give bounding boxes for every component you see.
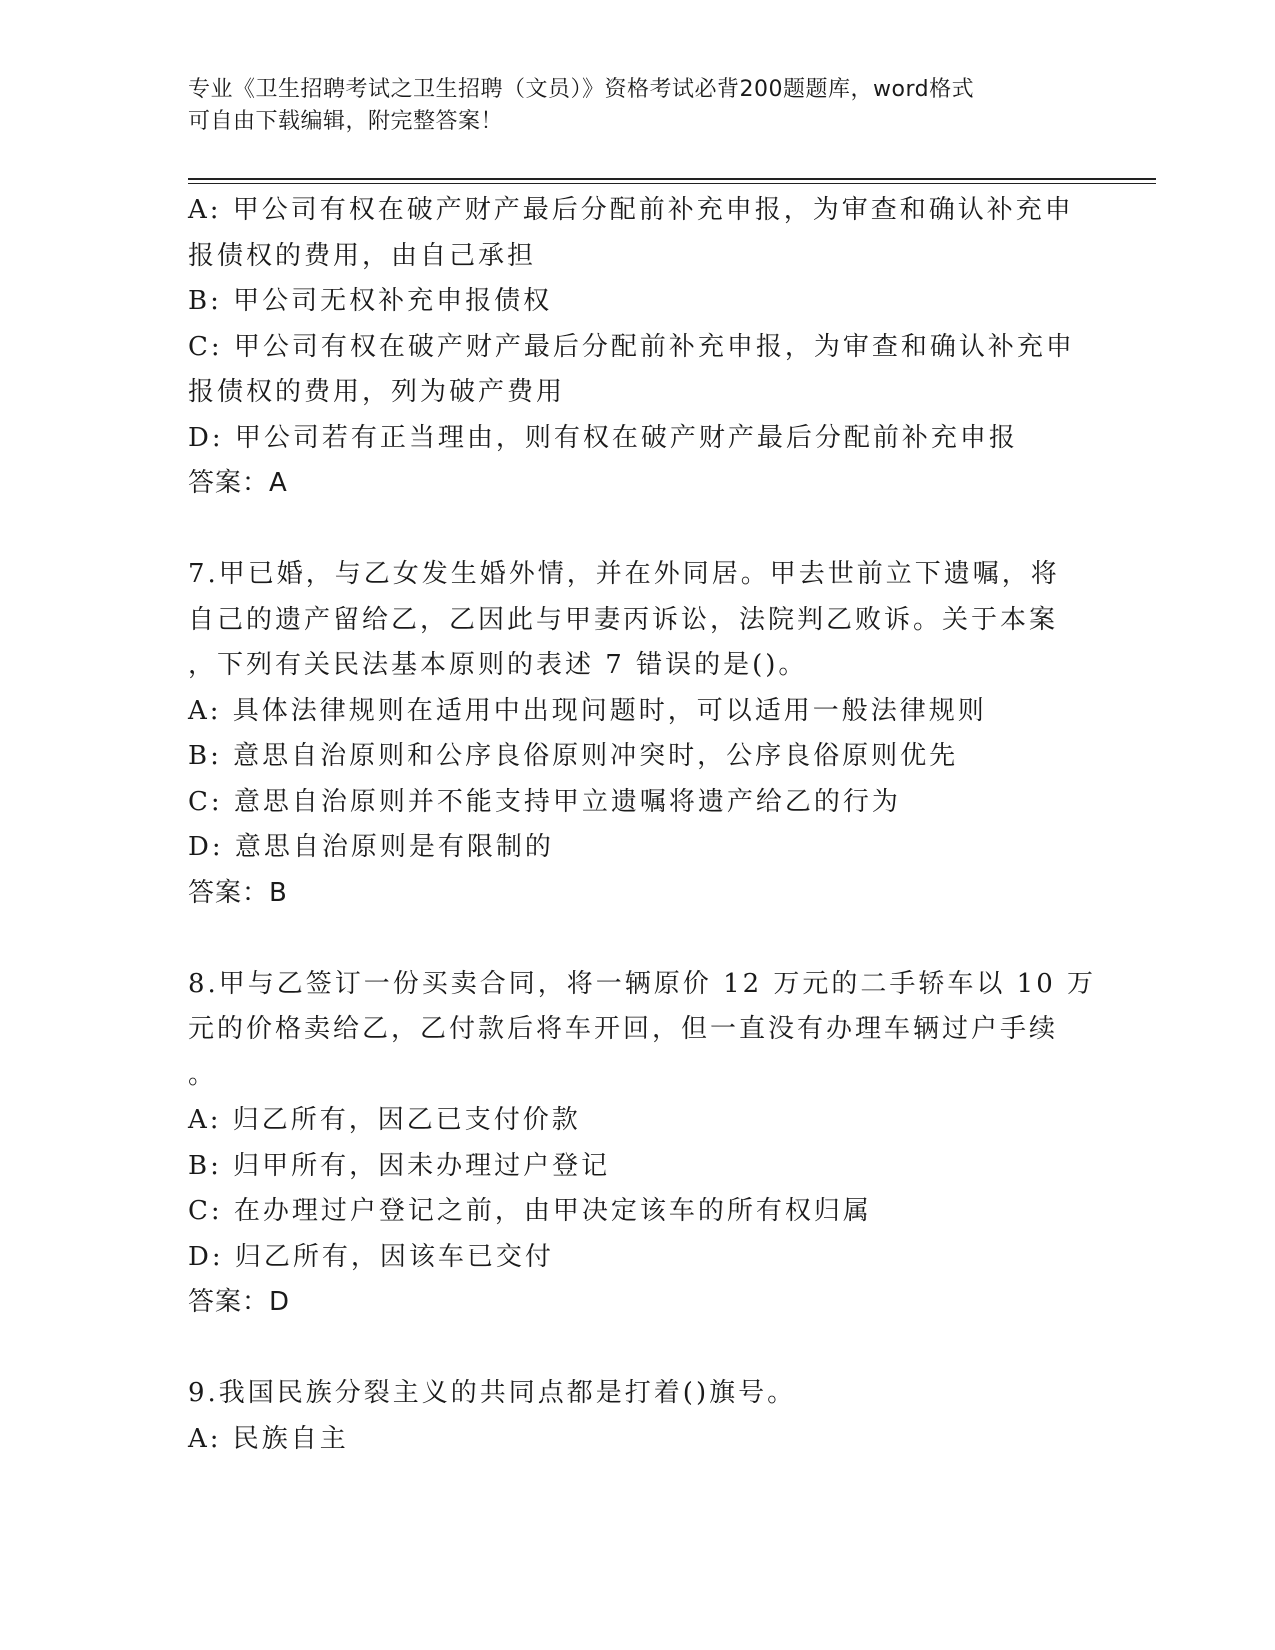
answer: 答案：B	[188, 877, 288, 908]
question-stem-line-2: 元的价格卖给乙，乙付款后将车开回，但一直没有办理车辆过户手续	[188, 1014, 1059, 1044]
question-stem-line-2: 自己的遗产留给乙，乙因此与甲妻丙诉讼，法院判乙败诉。关于本案	[188, 604, 1059, 635]
option-d: D: 甲公司若有正当理由，则有权在破产财产最后分配前补充申报	[188, 422, 1018, 453]
option-b: B: 意思自治原则和公序良俗原则冲突时，公序良俗原则优先	[188, 741, 959, 771]
question-6	[188, 188, 1088, 507]
option-c-line-2: 报债权的费用，列为破产费用	[188, 377, 566, 407]
spacer	[188, 1326, 1088, 1372]
option-c: C: 意思自治原则并不能支持甲立遗嘱将遗产给乙的行为	[188, 786, 901, 817]
option-a: A: 具体法律规则在适用中出现问题时，可以适用一般法律规则	[188, 695, 987, 726]
answer: 答案：D	[188, 1287, 291, 1317]
option-c-line-1: C: 甲公司有权在破产财产最后分配前补充申报，为审查和确认补充申	[188, 331, 1075, 362]
header-divider	[188, 178, 1156, 184]
question-stem-line-1: 7.甲已婚，与乙女发生婚外情，并在外同居。甲去世前立下遗嘱，将	[188, 559, 1060, 589]
header-title-line-2: 可自由下载编辑，附完整答案！	[188, 109, 504, 134]
question-body	[188, 188, 1097, 1462]
question-8	[188, 962, 1097, 1326]
header-title-line-1: 专业《卫生招聘考试之卫生招聘（文员）》资格考试必背200题题库，word格式	[188, 77, 975, 102]
option-a-line-1: A: 甲公司有权在破产财产最后分配前补充申报，为审查和确认补充申	[188, 195, 1074, 225]
option-d: D: 意思自治原则是有限制的	[188, 832, 554, 862]
option-c: C: 在办理过户登记之前，由甲决定该车的所有权归属	[188, 1196, 872, 1226]
spacer	[188, 507, 1088, 553]
question-stem-line-1: 8.甲与乙签订一份买卖合同，将一辆原价 12 万元的二手轿车以 10 万	[188, 968, 1097, 999]
option-a: A: 归乙所有，因乙已支付价款	[188, 1105, 581, 1135]
question-stem-line-1: 9.我国民族分裂主义的共同点都是打着()旗号。	[188, 1378, 797, 1408]
option-a-line-2: 报债权的费用，由自己承担	[188, 240, 537, 271]
question-9	[188, 1371, 1088, 1462]
question-stem-line-3: 。	[188, 1059, 218, 1090]
option-b: B: 归甲所有，因未办理过户登记	[188, 1150, 611, 1181]
question-7	[188, 552, 1088, 916]
option-a: A: 民族自主	[188, 1423, 349, 1454]
option-b: B: 甲公司无权补充申报债权	[188, 286, 553, 316]
option-d: D: 归乙所有，因该车已交付	[188, 1241, 554, 1272]
spacer	[188, 916, 1088, 962]
page-header	[188, 74, 1068, 138]
question-stem-line-3: ，下列有关民法基本原则的表述 7 错误的是()。	[188, 650, 808, 680]
answer: 答案：A	[188, 468, 288, 498]
